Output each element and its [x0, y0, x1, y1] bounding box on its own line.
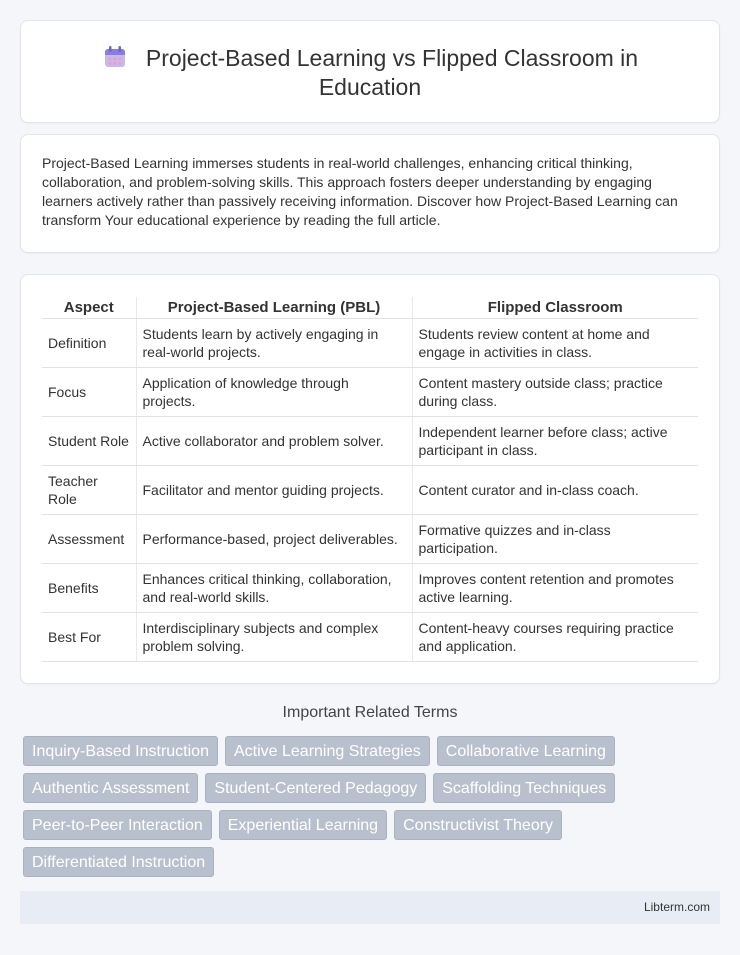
- table-row: [42, 514, 698, 563]
- cell-flipped: Improves content retention and promotes active learning.: [412, 563, 698, 612]
- cell-aspect: Focus: [42, 367, 136, 416]
- table-row: [42, 465, 698, 514]
- calendar-icon: [102, 44, 128, 70]
- related-terms-list: [23, 736, 723, 877]
- related-term-tag[interactable]: Peer-to-Peer Interaction: [23, 810, 212, 840]
- intro-paragraph: Project-Based Learning immerses students in real-world challenges, enhancing critical thinking, collaboration, and problem-solving skills. This approach fosters deeper understanding by engaging learners actively rather than passively receiving information. Discover how Project-Based Learning can transform Your educational experience by reading the full article.: [42, 155, 678, 228]
- cell-pbl: Active collaborator and problem solver.: [136, 416, 412, 465]
- related-term-tag[interactable]: Active Learning Strategies: [225, 736, 430, 766]
- header-pbl: Project-Based Learning (PBL): [136, 297, 412, 318]
- cell-flipped: Students review content at home and engage in activities in class.: [412, 318, 698, 367]
- table-row: [42, 318, 698, 367]
- cell-aspect: Benefits: [42, 563, 136, 612]
- comparison-table-card: [20, 274, 720, 684]
- footer: [20, 891, 720, 924]
- table-row: [42, 563, 698, 612]
- related-term-tag[interactable]: Constructivist Theory: [394, 810, 562, 840]
- cell-aspect: Best For: [42, 612, 136, 661]
- cell-flipped: Independent learner before class; active participant in class.: [412, 416, 698, 465]
- cell-pbl: Application of knowledge through projects.: [136, 367, 412, 416]
- related-term-tag[interactable]: Differentiated Instruction: [23, 847, 214, 877]
- related-term-tag[interactable]: Inquiry-Based Instruction: [23, 736, 218, 766]
- cell-pbl: Interdisciplinary subjects and complex problem solving.: [136, 612, 412, 661]
- cell-pbl: Facilitator and mentor guiding projects.: [136, 465, 412, 514]
- header-flipped: Flipped Classroom: [412, 297, 698, 318]
- cell-pbl: Students learn by actively engaging in real-world projects.: [136, 318, 412, 367]
- table-row: [42, 367, 698, 416]
- related-term-tag[interactable]: Student-Centered Pedagogy: [205, 773, 426, 803]
- footer-site-link[interactable]: Libterm.com: [643, 900, 710, 914]
- comparison-table: [42, 297, 698, 662]
- page-title: Project-Based Learning vs Flipped Classroom in Education: [145, 45, 639, 100]
- table-header-row: [42, 297, 698, 318]
- cell-flipped: Content curator and in-class coach.: [412, 465, 698, 514]
- related-term-tag[interactable]: Collaborative Learning: [437, 736, 615, 766]
- related-term-tag[interactable]: Authentic Assessment: [23, 773, 198, 803]
- cell-pbl: Performance-based, project deliverables.: [136, 514, 412, 563]
- cell-aspect: Definition: [42, 318, 136, 367]
- cell-aspect: Assessment: [42, 514, 136, 563]
- table-row: [42, 416, 698, 465]
- cell-pbl: Enhances critical thinking, collaboration, and real-world skills.: [136, 563, 412, 612]
- cell-flipped: Formative quizzes and in-class participation.: [412, 514, 698, 563]
- header-aspect: Aspect: [42, 297, 136, 318]
- table-row: [42, 612, 698, 661]
- cell-aspect: Teacher Role: [42, 465, 136, 514]
- cell-aspect: Student Role: [42, 416, 136, 465]
- cell-flipped: Content-heavy courses requiring practice and application.: [412, 612, 698, 661]
- title-card: [20, 20, 720, 123]
- page-title-wrap: [21, 44, 719, 102]
- related-term-tag[interactable]: Scaffolding Techniques: [433, 773, 615, 803]
- cell-flipped: Content mastery outside class; practice during class.: [412, 367, 698, 416]
- intro-card: [20, 134, 720, 253]
- related-terms-title: Important Related Terms: [282, 704, 458, 721]
- related-term-tag[interactable]: Experiential Learning: [219, 810, 387, 840]
